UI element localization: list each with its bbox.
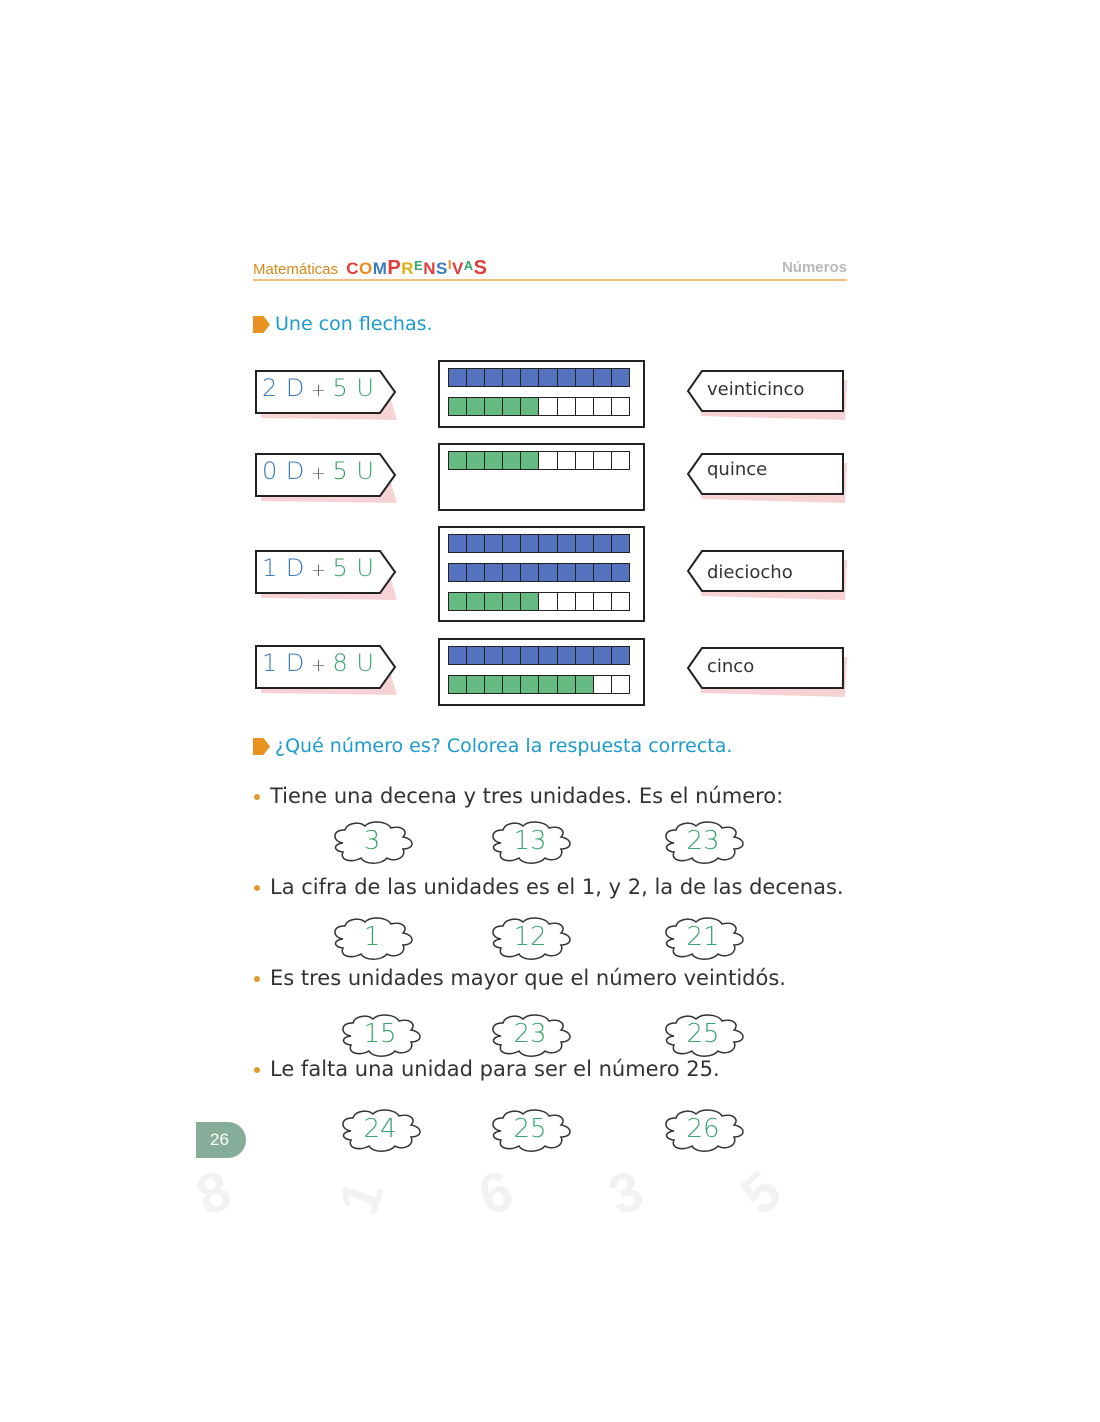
word-card[interactable] <box>687 647 844 689</box>
ten-cell <box>466 646 485 665</box>
empty-cell <box>557 397 576 416</box>
brand-letter: O <box>358 259 373 278</box>
empty-cell <box>593 397 612 416</box>
units-row <box>448 451 629 470</box>
unit-cube <box>484 451 503 470</box>
brand-letter: M <box>372 259 388 278</box>
unit-cube <box>448 675 467 694</box>
answer-cloud[interactable] <box>660 1109 746 1153</box>
brand-letter: S <box>473 257 488 279</box>
ten-rod <box>448 563 629 582</box>
ten-cell <box>575 646 594 665</box>
question-text: La cifra de las unidades es el 1, y 2, la de las decenas. <box>270 875 844 899</box>
empty-cell <box>538 592 557 611</box>
answer-cloud[interactable] <box>660 1014 746 1058</box>
answer-cloud[interactable] <box>487 917 573 961</box>
empty-cell <box>611 675 630 694</box>
ten-cell <box>448 534 467 553</box>
ten-cell <box>557 563 576 582</box>
question <box>254 875 844 899</box>
number-word: veinticinco <box>707 379 805 400</box>
unit-cube <box>520 451 539 470</box>
ten-cell <box>593 534 612 553</box>
ten-cell <box>611 646 630 665</box>
answer-cloud[interactable] <box>337 1109 423 1153</box>
expression: 1 D + 8 U <box>262 649 375 677</box>
number-word: dieciocho <box>707 562 793 583</box>
header-divider <box>253 279 847 281</box>
brand-letter: A <box>463 258 474 273</box>
brand-letter: C <box>346 259 359 278</box>
unit-cube <box>502 451 521 470</box>
answer-cloud[interactable] <box>337 1014 423 1058</box>
word-card[interactable] <box>687 370 844 412</box>
unit-cube <box>520 675 539 694</box>
ten-cell <box>593 563 612 582</box>
units-row <box>448 397 629 416</box>
unit-cube <box>502 675 521 694</box>
ten-cell <box>520 368 539 387</box>
ten-cell <box>538 368 557 387</box>
unit-cube <box>448 592 467 611</box>
ten-cell <box>484 368 503 387</box>
brand-letter: E <box>414 258 424 273</box>
page-number: 26 <box>210 1130 229 1149</box>
ten-cell <box>466 563 485 582</box>
brand-letter: P <box>387 257 402 279</box>
unit-cube <box>484 592 503 611</box>
decor-number: 5 <box>728 1158 793 1227</box>
ten-cell <box>611 563 630 582</box>
answer-number: 15 <box>363 1019 397 1049</box>
answer-number: 25 <box>686 1019 720 1049</box>
section-title: Números <box>781 259 847 276</box>
ten-cell <box>466 368 485 387</box>
bullet <box>254 976 260 982</box>
empty-cell <box>611 451 630 470</box>
ten-cell <box>538 646 557 665</box>
ten-cell <box>484 563 503 582</box>
blocks-frame[interactable] <box>438 638 645 706</box>
ten-cell <box>502 368 521 387</box>
brand-letter: V <box>451 259 464 278</box>
bullet <box>254 885 260 891</box>
bullet <box>254 794 260 800</box>
ten-cell <box>502 534 521 553</box>
ten-rod <box>448 646 629 665</box>
ten-cell <box>557 646 576 665</box>
unit-cube <box>448 397 467 416</box>
instruction-text: Une con flechas. <box>275 313 433 335</box>
blocks-frame[interactable] <box>438 526 645 622</box>
answer-cloud[interactable] <box>660 821 746 865</box>
ten-cell <box>538 534 557 553</box>
empty-cell <box>575 451 594 470</box>
brand-letter: S <box>435 259 448 278</box>
answer-number: 26 <box>686 1114 720 1144</box>
brand-letter: N <box>423 259 436 278</box>
ten-cell <box>502 646 521 665</box>
answer-cloud[interactable] <box>660 917 746 961</box>
ten-cell <box>520 646 539 665</box>
unit-cube <box>484 675 503 694</box>
book-subject: Matemáticas <box>253 261 339 278</box>
word-card[interactable] <box>687 453 844 495</box>
ten-cell <box>611 534 630 553</box>
brand-letter: I <box>447 257 452 272</box>
expression-card[interactable] <box>255 645 396 689</box>
ten-cell <box>557 368 576 387</box>
question <box>254 1057 720 1081</box>
unit-cube <box>466 592 485 611</box>
empty-cell <box>611 397 630 416</box>
instruction-2 <box>252 735 732 757</box>
question-text: Es tres unidades mayor que el número veintidós. <box>270 966 786 990</box>
unit-cube <box>502 397 521 416</box>
answer-number: 3 <box>363 826 381 856</box>
unit-cube <box>575 675 594 694</box>
book-title <box>253 257 488 280</box>
answer-number: 23 <box>686 826 720 856</box>
question-text: Tiene una decena y tres unidades. Es el número: <box>270 784 784 808</box>
empty-cell <box>593 451 612 470</box>
unit-cube <box>502 592 521 611</box>
ten-cell <box>484 646 503 665</box>
word-card[interactable] <box>687 550 844 592</box>
unit-cube <box>520 397 539 416</box>
pentagon-marker-icon <box>252 315 271 334</box>
unit-cube <box>466 675 485 694</box>
answer-cloud[interactable] <box>329 821 415 865</box>
ten-cell <box>593 368 612 387</box>
empty-cell <box>538 397 557 416</box>
empty-cell <box>557 451 576 470</box>
unit-cube <box>484 397 503 416</box>
ten-cell <box>520 534 539 553</box>
decor-number: 3 <box>600 1157 651 1228</box>
ten-cell <box>520 563 539 582</box>
answer-number: 23 <box>513 1019 547 1049</box>
expression: 1 D + 5 U <box>262 554 375 582</box>
answer-number: 21 <box>686 922 720 952</box>
ten-cell <box>575 563 594 582</box>
answer-number: 12 <box>513 922 547 952</box>
pentagon-marker-icon <box>252 737 271 756</box>
instruction-1 <box>252 313 433 335</box>
brand-logo <box>346 259 487 278</box>
empty-cell <box>557 592 576 611</box>
ten-rod <box>448 368 629 387</box>
empty-cell <box>611 592 630 611</box>
ten-cell <box>502 563 521 582</box>
ten-cell <box>575 368 594 387</box>
expression-card[interactable] <box>255 370 396 414</box>
instruction-text: ¿Qué número es? Colorea la respuesta correcta. <box>275 735 733 757</box>
ten-cell <box>593 646 612 665</box>
empty-cell <box>593 592 612 611</box>
ten-cell <box>448 368 467 387</box>
ten-cell <box>575 534 594 553</box>
answer-number: 25 <box>513 1114 547 1144</box>
brand-letter: R <box>401 259 415 278</box>
expression: 0 D + 5 U <box>262 457 375 485</box>
ten-cell <box>611 368 630 387</box>
answer-number: 24 <box>363 1114 397 1144</box>
question <box>254 784 783 808</box>
unit-cube <box>466 397 485 416</box>
number-word: cinco <box>707 656 755 677</box>
bullet <box>254 1067 260 1073</box>
empty-cell <box>575 592 594 611</box>
answer-cloud[interactable] <box>487 1109 573 1153</box>
blocks-frame[interactable] <box>438 443 645 511</box>
number-word: quince <box>707 459 768 480</box>
unit-cube <box>538 675 557 694</box>
answer-cloud[interactable] <box>487 821 573 865</box>
unit-cube <box>448 451 467 470</box>
unit-cube <box>520 592 539 611</box>
answer-number: 1 <box>363 922 381 952</box>
empty-cell <box>575 397 594 416</box>
decor-number: 6 <box>470 1157 521 1228</box>
unit-cube <box>466 451 485 470</box>
decor-number: 1 <box>325 1172 396 1223</box>
ten-cell <box>448 646 467 665</box>
ten-cell <box>466 534 485 553</box>
ten-cell <box>557 534 576 553</box>
ten-cell <box>484 534 503 553</box>
unit-cube <box>557 675 576 694</box>
units-row <box>448 592 629 611</box>
answer-number: 13 <box>513 826 547 856</box>
question <box>254 966 786 990</box>
ten-cell <box>448 563 467 582</box>
decor-number: 8 <box>188 1157 239 1228</box>
answer-cloud[interactable] <box>487 1014 573 1058</box>
expression-card[interactable] <box>255 453 396 497</box>
question-text: Le falta una unidad para ser el número 25. <box>270 1057 720 1081</box>
expression-card[interactable] <box>255 550 396 594</box>
empty-cell <box>538 451 557 470</box>
answer-cloud[interactable] <box>329 917 415 961</box>
ten-rod <box>448 534 629 553</box>
empty-cell <box>593 675 612 694</box>
blocks-frame[interactable] <box>438 360 645 428</box>
units-row <box>448 675 629 694</box>
ten-cell <box>538 563 557 582</box>
expression: 2 D + 5 U <box>262 374 375 402</box>
